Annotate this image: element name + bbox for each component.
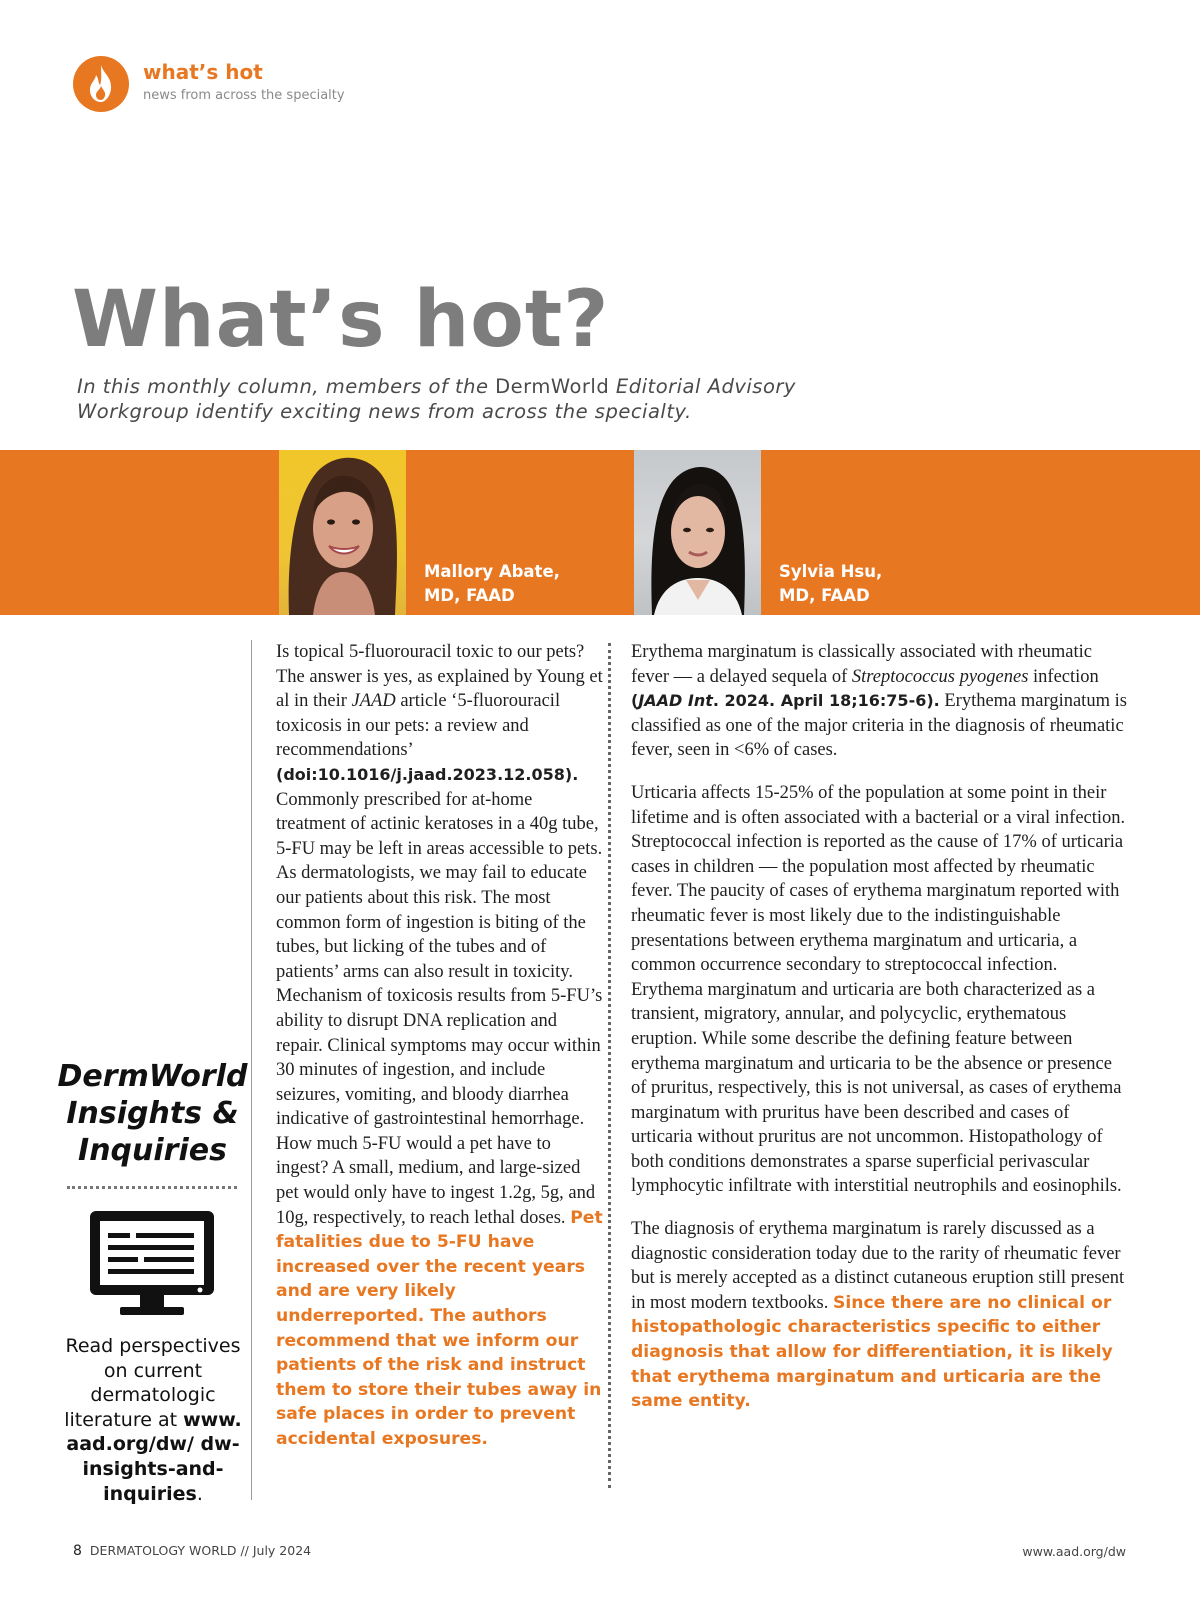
author-name: Sylvia Hsu,: [779, 562, 883, 581]
species-name: Streptococcus pyogenes: [851, 666, 1029, 687]
footer-url[interactable]: www.aad.org/dw: [1022, 1544, 1126, 1559]
section-title: what’s hot: [143, 60, 263, 84]
article-paragraph: Urticaria affects 15-25% of the population at some point in their lifetime and is often associated with a bacterial or a viral infection. Streptococcal infection is reported as the cause of 17% of urticaria cases in children — the population most affected by rheumatic fever. The paucity of cases of erythema marginatum reported with rheumatic fever is most likely due to the indistinguishable presentations between erythema marginatum and urticaria, a common occurrence secondary to streptococcal infection. Erythema marginatum and urticaria are both characterized as a transient, migratory, annular, and polycyclic, erythematous eruption. While some describe the defining feature between erythema marginatum and urticaria to be the absence or presence of pruritus, respectively, this is not universal, as cases of erythema marginatum with pruritus have been described and cases of urticaria without pruritus are not uncommon. Histopathology of both conditions demonstrates a sparse superficial perivascular lymphocytic infiltrate with interstitial neutrophils and eosinophils.: [631, 782, 1126, 1197]
author-credentials: MD, FAAD: [424, 586, 515, 605]
author-photo-mallory-abate: [279, 450, 406, 615]
insights-link[interactable]: www. aad.org/dw/ dw-insights-and-inquiries: [66, 1408, 242, 1505]
insights-text: Read perspectives on current dermatologic literature at www. aad.org/dw/ dw-insights-and-inquiries.: [64, 1335, 242, 1505]
author-band: [0, 450, 1200, 615]
citation: (doi:10.1016/j.jaad.2023.12.058).: [276, 764, 579, 784]
article-5fu-pets: [276, 640, 606, 1470]
insights-title: DermWorld Insights & Inquiries: [57, 1059, 248, 1168]
article-paragraph: The diagnosis of erythema marginatum is rarely discussed as a diagnostic consideration today due to the rarity of rheumatic fever but is merely accepted as a distinct cutaneous eruption still present in most modern textbooks. Since there are no clinical or histopathologic characteristics specific to either diagnosis that allow for differentiation, it is likely that erythema marginatum and urticaria are the same entity.: [631, 1219, 1125, 1412]
brand-name: DermWorld: [495, 375, 610, 398]
sidebar-divider: [251, 640, 252, 1500]
monitor-icon: [86, 1207, 218, 1319]
article-paragraph: Is topical 5-fluorouracil toxic to our pets? The answer is yes, as explained by Young et al in their JAAD article ‘5-fluorouracil toxicosis in our pets: a review and recommendations’ (doi:10.1016/j.jaad.2023.12.058). Commonly prescribed for at-home treatment of actinic keratoses in a 40g tube, 5-FU may be left in areas accessible to pets. As dermatologists, we may fail to educate our patients about this risk. The most common form of ingestion is biting of the tubes, but licking of the tubes and of patients’ arms can also result in toxicity. Mechanism of toxicosis results from 5-FU’s ability to disrupt DNA replication and repair. Clinical symptoms may occur within 30 minutes of ingestion, and include seizures, vomiting, and bloody diarrhea indicative of gastrointestinal hemorrhage. How much 5-FU would a pet have to ingest? A small, medium, and large-sized pet would only have to ingest 1.2g, 5g, and 10g, respectively, to reach lethal doses. Pet fatalities due to 5-FU have increased over the recent years and are very likely underreported. The authors recommend that we inform our patients of the risk and instruct them to store their tubes away in safe places in order to prevent accidental exposures.: [276, 642, 603, 1449]
column-divider: [608, 643, 611, 1488]
author-name: Mallory Abate,: [424, 562, 560, 581]
intro-text: In this monthly column, members of the DermWorld Editorial Advisory Workgroup identify exciting news from across the specialty.: [77, 375, 796, 423]
highlight-text: Since there are no clinical or histopathologic characteristics specific to either diagnosis that allow for differentiation, it is likely that erythema marginatum and urticaria are the same entity.: [631, 1292, 1113, 1412]
section-subtitle: news from across the specialty: [143, 88, 345, 103]
article-erythema-marginatum: [631, 640, 1131, 1432]
author-credit-1: [424, 560, 560, 608]
citation: (JAAD Int. 2024. April 18;16:75-6).: [631, 691, 940, 711]
dotted-divider: [67, 1186, 237, 1189]
highlight-text: Pet fatalities due to 5-FU have increased over the recent years and are very likely underreported. The authors recommend that we inform our patients of the risk and instruct them to store their tubes away in safe places in order to prevent accidental exposures.: [276, 1207, 603, 1449]
section-badge: [73, 56, 129, 112]
article-paragraph: Erythema marginatum is classically associated with rheumatic fever — a delayed sequela of Streptococcus pyogenes infection (JAAD Int. 2024. April 18;16:75-6). Erythema marginatum is classified as one of the major criteria in the diagnosis of rheumatic fever, seen in <6% of cases.: [631, 642, 1127, 761]
page-number: 8: [73, 1543, 82, 1559]
author-credit-2: [779, 560, 882, 608]
author-credentials: MD, FAAD: [779, 586, 870, 605]
flame-icon: [73, 56, 129, 112]
author-photo-sylvia-hsu: [634, 450, 761, 615]
footer-publication: 8 DERMATOLOGY WORLD // July 2024: [73, 1543, 312, 1559]
page-title: What’s hot?: [72, 275, 610, 365]
journal-name: JAAD: [351, 691, 396, 712]
